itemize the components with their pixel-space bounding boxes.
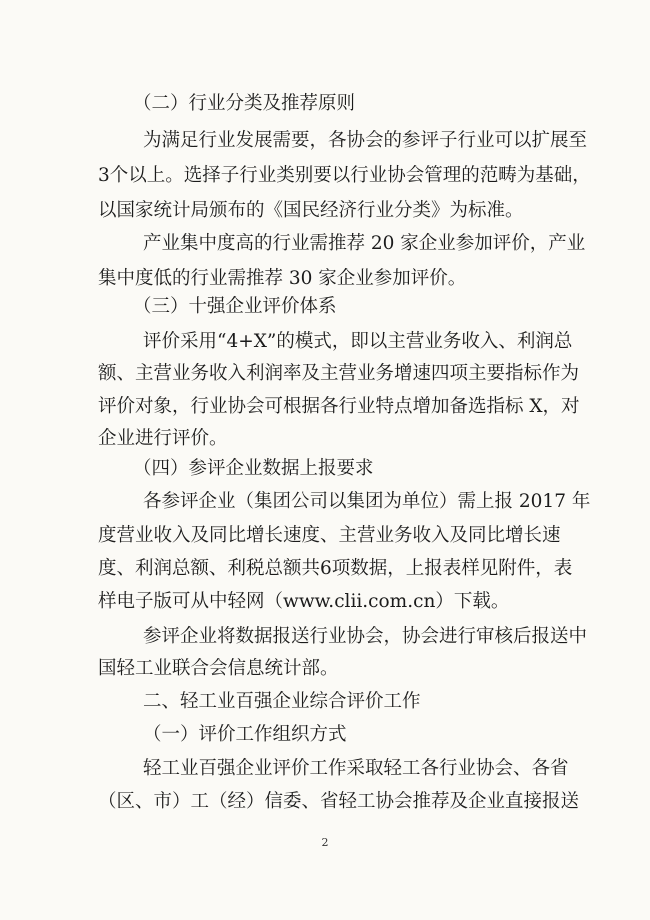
- paragraph-line: 3个以上。选择子行业类别要以行业协会管理的范畴为基础，: [98, 165, 591, 186]
- paragraph-line: 度营业收入及同比增长速度、主营业务收入及同比增长速: [98, 525, 561, 546]
- paragraph-line: 轻工业百强企业评价工作采取轻工各行业协会、各省: [143, 758, 569, 779]
- paragraph-line: （区、市）工（经）信委、省轻工协会推荐及企业直接报送: [98, 791, 580, 812]
- paragraph-line: 评价采用“4+X”的模式，即以主营业务收入、利润总: [143, 331, 573, 352]
- paragraph-line: 以国家统计局颁布的《国民经济行业分类》为标准。: [98, 200, 524, 221]
- paragraph-line: 度、利润总额、利税总额共6项数据，上报表样见附件，表: [98, 558, 573, 579]
- paragraph-line: 国轻工业联合会信息统计部。: [98, 658, 339, 679]
- paragraph-line: 集中度低的行业需推荐 30 家企业参加评价。: [98, 268, 467, 289]
- paragraph-line: 评价对象，行业协会可根据各行业特点增加备选指标 X，对: [98, 396, 580, 417]
- paragraph-line: 产业集中度高的行业需推荐 20 家企业参加评价，产业: [143, 233, 586, 254]
- paragraph-line: 样电子版可从中轻网（www.clii.com.cn）下载。: [98, 591, 510, 612]
- paragraph-line: 为满足行业发展需要，各协会的参评子行业可以扩展至: [143, 130, 588, 151]
- heading-top-ten-evaluation-system: （三）十强企业评价体系: [133, 296, 337, 317]
- page-number: 2: [321, 836, 329, 849]
- paragraph-line: 企业进行评价。: [98, 428, 228, 449]
- heading-data-reporting-requirements: （四）参评企业数据上报要求: [133, 458, 374, 479]
- heading-industry-classification: （二）行业分类及推荐原则: [133, 93, 356, 114]
- heading-organization-method: （一）评价工作组织方式: [143, 724, 347, 745]
- paragraph-line: 各参评企业（集团公司以集团为单位）需上报 2017 年: [143, 491, 591, 512]
- section-heading-top-hundred-evaluation: 二、轻工业百强企业综合评价工作: [143, 691, 421, 712]
- paragraph-line: 参评企业将数据报送行业协会，协会进行审核后报送中: [143, 626, 588, 647]
- paragraph-line: 额、主营业务收入利润率及主营业务增速四项主要指标作为: [98, 363, 580, 384]
